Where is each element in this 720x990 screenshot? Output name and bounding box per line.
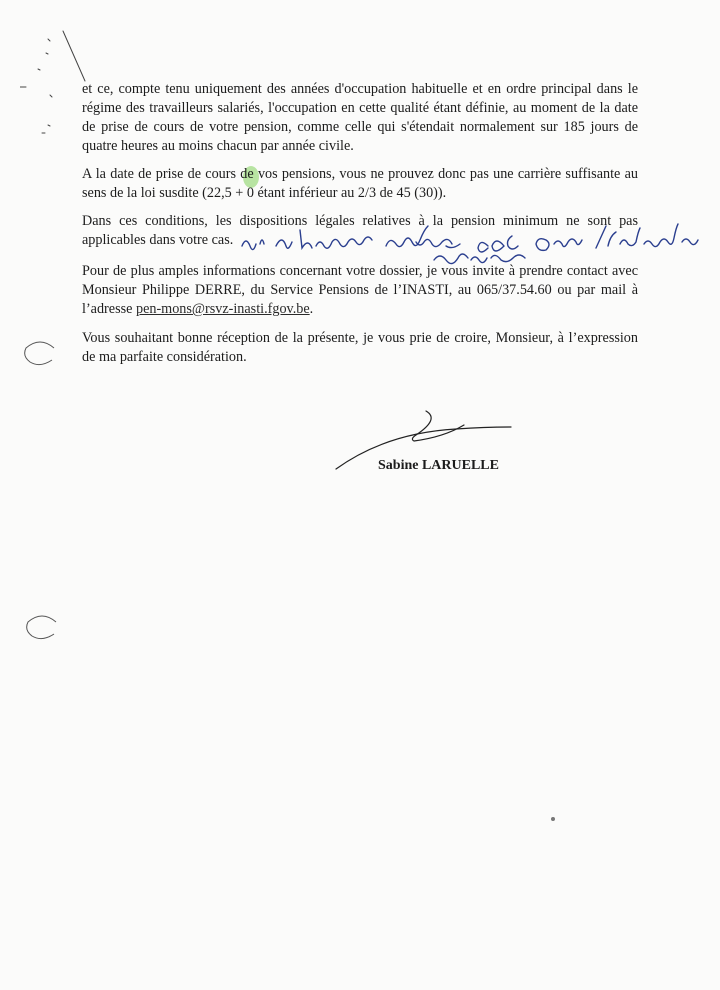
contact-suffix: . <box>309 301 314 317</box>
contact-text: Pour de plus amples informations concernant votre dossier, je vous invite à prendre contact avec Monsieur Philippe DERRE, du Service Pensions de l’INASTI, au 065/37.54.60 ou par mail à l’adresse <box>82 263 638 317</box>
paragraph-eligibility-conditions: et ce, compte tenu uniquement des années d'occupation habituelle et en ordre principal dans le régime des travailleurs salariés, l'occupation en cette qualité étant définie, au moment de la date de prise de cours de votre pension, comme celle qui s'étendait normalement sur 185 jours de quatre heures au moins chacun par année civile. <box>82 81 638 154</box>
contact-email-link[interactable]: pen-mons@rsvz-inasti.fgov.be <box>135 301 310 317</box>
scan-artifact-marks <box>20 25 90 135</box>
punch-hole-mark-bottom <box>20 612 62 642</box>
punch-hole-mark-top <box>20 340 60 370</box>
paragraph-minimum-pension: Dans ces conditions, les dispositions légales relatives à la pension minimum ne sont pas applicables dans votre cas. <box>82 213 638 248</box>
paragraph-closing: Vous souhaitant bonne réception de la présente, je vous prie de croire, Monsieur, à l’expression de ma parfaite considération. <box>82 330 638 365</box>
handwritten-annotation <box>236 216 706 276</box>
signatory-name: Sabine LARUELLE <box>378 458 499 473</box>
paragraph-insufficient-career: A la date de prise de cours de vos pensions, vous ne prouvez donc pas une carrière suffisante au sens de la loi susdite (22,5 + 0 étant inférieur au 2/3 de 45 (30)). <box>82 166 638 201</box>
scan-dot <box>548 814 558 824</box>
